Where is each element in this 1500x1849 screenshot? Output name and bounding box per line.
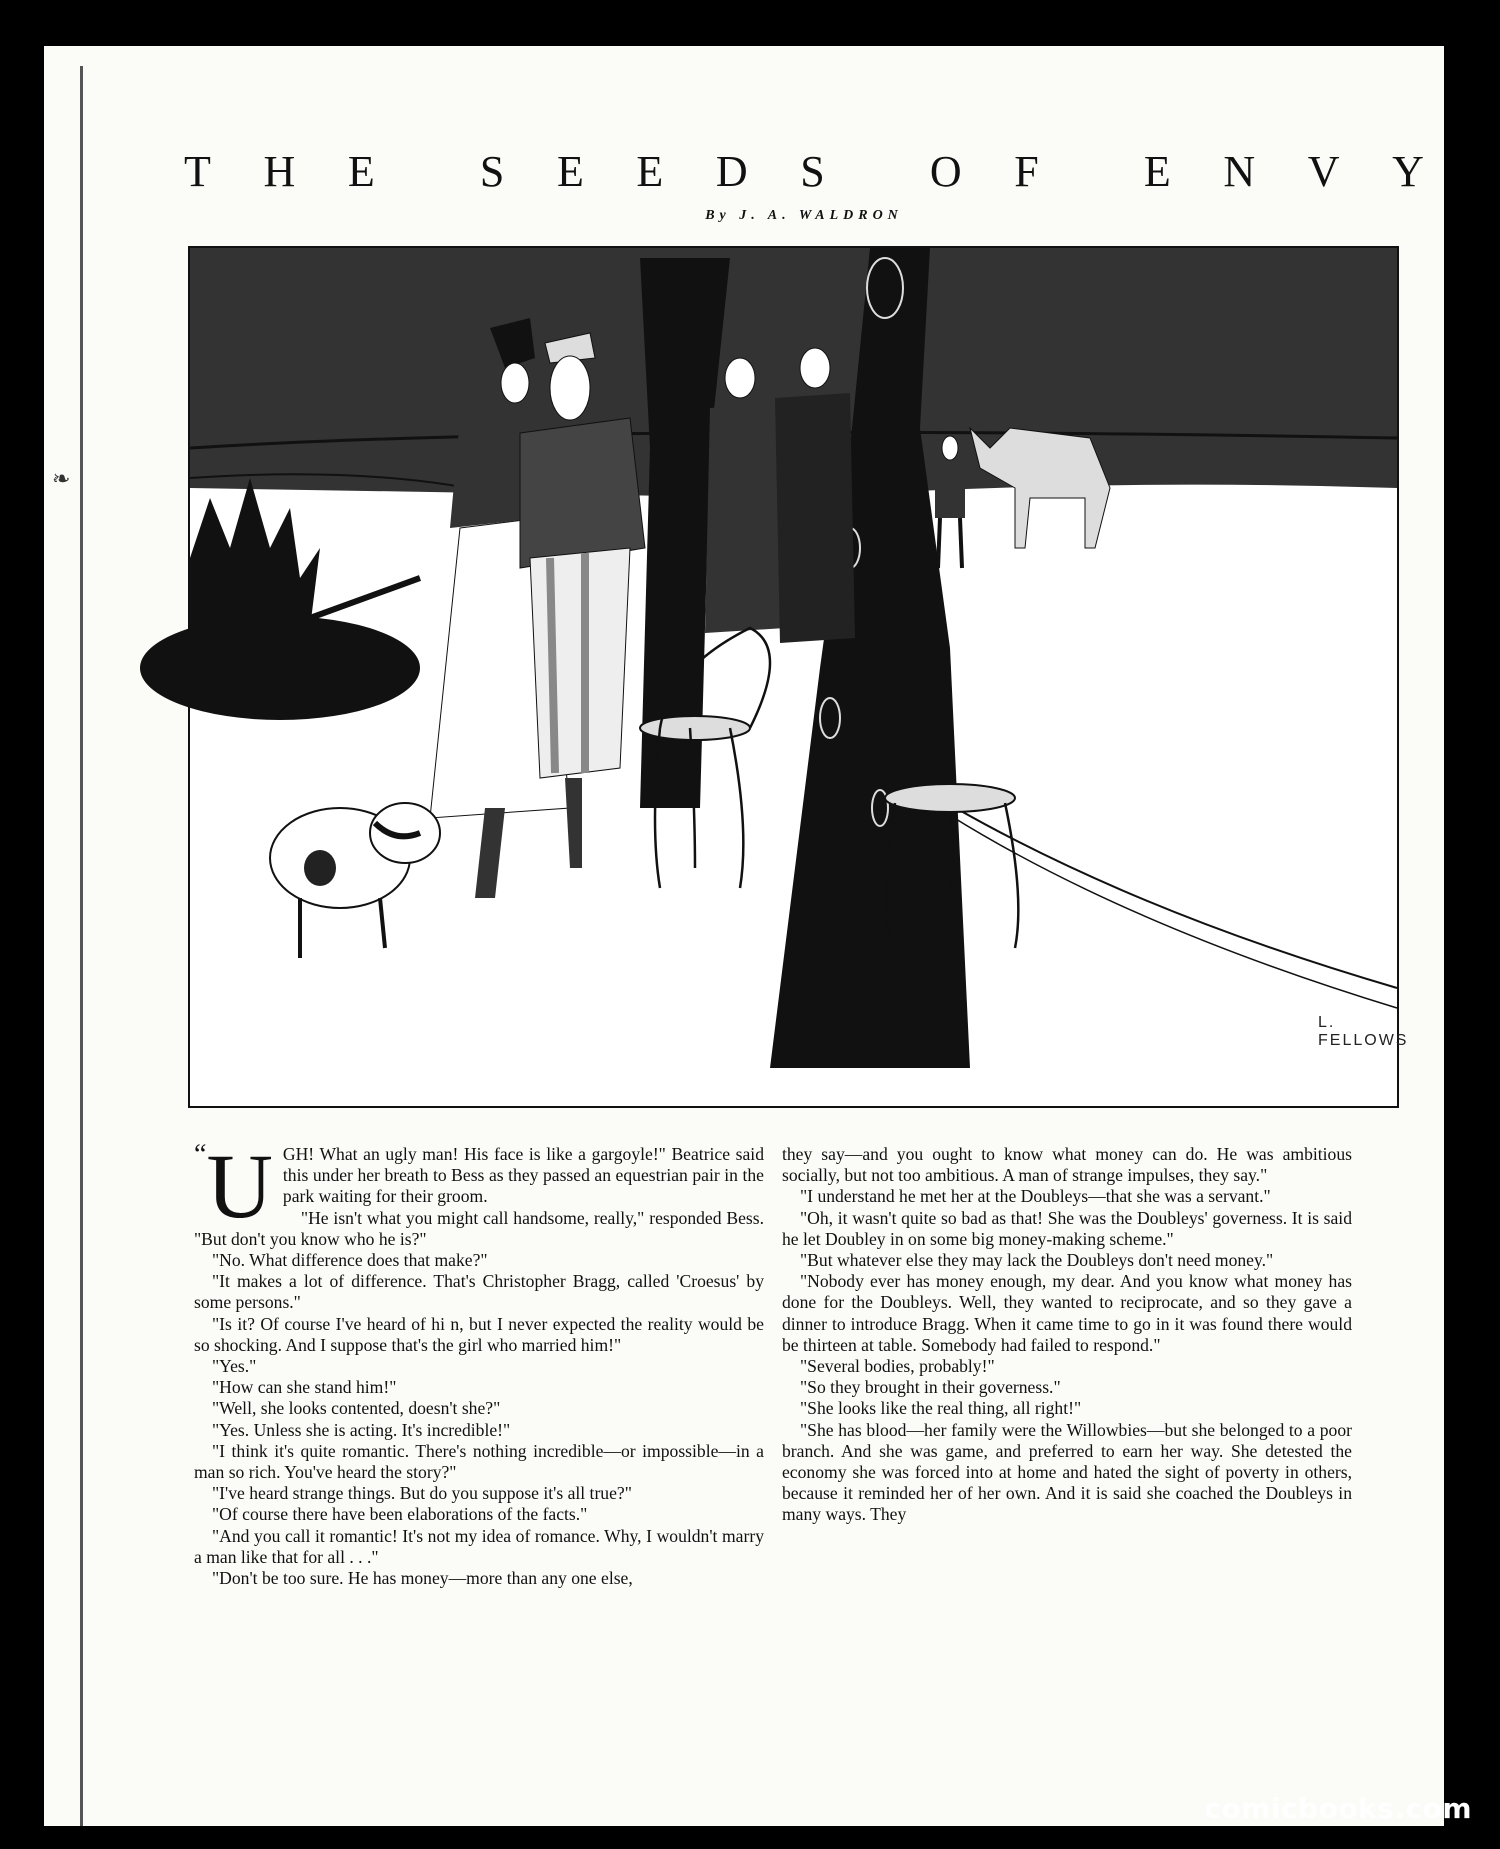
paragraph: "I understand he met her at the Doubleys—that she was a servant." — [800, 1186, 1271, 1207]
paragraph: "And you call it romantic! It's not my idea of romance. Why, I wouldn't marry a man like that for all . . ." — [194, 1525, 764, 1567]
park-illustration — [188, 246, 1409, 1108]
article-byline: By J. A. WALDRON — [705, 208, 903, 223]
title-letter: T — [184, 147, 211, 196]
title-letter: O — [929, 147, 962, 196]
paragraph: "Yes. Unless she is acting. It's incredible!" — [212, 1419, 511, 1440]
binding-mark: ❧ — [52, 466, 71, 491]
title-letter: F — [1014, 147, 1039, 196]
title-letter: E — [347, 147, 375, 196]
paragraph: "Well, she looks contented, doesn't she?" — [212, 1398, 501, 1419]
title-letter: E — [636, 147, 664, 196]
paragraph: "He isn't what you might call handsome, really," responded Bess. "But don't you know who he is?" — [194, 1207, 764, 1249]
background-woman — [705, 403, 785, 633]
title-letter: V — [1307, 147, 1340, 196]
background-man — [775, 393, 855, 643]
paragraph: "Don't be too sure. He has money—more than any one else, — [212, 1568, 633, 1589]
chair-2-seat — [885, 784, 1015, 812]
title-letter: D — [715, 147, 748, 196]
paragraph: "She looks like the real thing, all right!" — [800, 1398, 1082, 1419]
paragraph: "So they brought in their governess." — [800, 1377, 1061, 1398]
artist-signature: L. FELLOWS — [1318, 1014, 1409, 1049]
drop-cap: U — [206, 1135, 273, 1237]
title-letter: S — [479, 147, 505, 196]
woman-right-skirt — [530, 548, 630, 778]
paragraph: "She has blood—her family were the Willowbies—but she belonged to a poor branch. And she was game, and preferred to earn her way. She detested the economy she was forced into at home and hated the sight of poverty in others, because it reminded her of her own. And it is said she coached the Doubleys in many ways. They — [782, 1419, 1352, 1525]
woman-right-jacket — [520, 418, 645, 568]
paragraph: "No. What difference does that make?" — [212, 1250, 488, 1271]
title-letter: E — [1143, 147, 1171, 196]
paragraph-text: GH! What an ugly man! His face is like a gargoyle!" Beatrice said this under her breath to Bess as they passed an equestrian pair in the park waiting for their groom. — [282, 1144, 764, 1207]
title-letter: S — [800, 147, 825, 196]
paragraph: "I've heard strange things. But do you suppose it's all true?" — [212, 1483, 632, 1504]
paragraph: "Yes." — [212, 1356, 257, 1377]
chair-1-seat — [640, 716, 750, 740]
paragraph: "Is it? Of course I've heard of hi n, but I never expected the reality would be so shocking. And I suppose that's the girl who married him!" — [194, 1313, 764, 1355]
binding-gutter — [80, 66, 83, 1826]
text-column-right — [782, 1144, 1352, 1526]
paragraph: "But whatever else they may lack the Doubleys don't need money." — [800, 1250, 1274, 1271]
magazine-page — [44, 46, 1444, 1826]
groom — [935, 463, 965, 518]
illustration-drawing — [190, 248, 1397, 1106]
paragraph: "Oh, it wasn't quite so bad as that! She was the Doubleys' governess. It is said he let Doubley in on some big money-making scheme." — [782, 1207, 1352, 1249]
paragraph: "I think it's quite romantic. There's nothing incredible—or impossible—in a man so rich. You've heard the story?" — [194, 1440, 764, 1483]
paragraph: "Several bodies, probably!" — [800, 1356, 995, 1377]
article-title — [184, 146, 1424, 197]
paragraph: "Nobody ever has money enough, my dear. And you know what money has done for the Doubleys. Well, they wanted to reciprocate, and so they gave a dinner to introduce Bragg. When it came time to go in it was found there would be thirteen at table. Somebody had failed to respond." — [782, 1271, 1352, 1355]
text-column-left — [194, 1135, 764, 1589]
title-letter: N — [1223, 147, 1256, 196]
title-letter: H — [263, 147, 296, 196]
opening-quote: “ — [194, 1139, 207, 1170]
bush — [190, 478, 320, 648]
paragraph: "It makes a lot of difference. That's Christopher Bragg, called 'Croesus' by some persons." — [194, 1271, 764, 1313]
paragraph: "Of course there have been elaborations of the facts." — [212, 1504, 588, 1525]
title-letter: E — [556, 147, 584, 196]
site-watermark: comicbooks.com — [1204, 1792, 1472, 1825]
paragraph: they say—and you ought to know what money can do. He was ambitious socially, but not too ambitious. A man of strange impulses, they say." — [782, 1144, 1352, 1186]
paragraph: "How can she stand him!" — [212, 1377, 397, 1398]
title-letter: Y — [1392, 147, 1424, 196]
